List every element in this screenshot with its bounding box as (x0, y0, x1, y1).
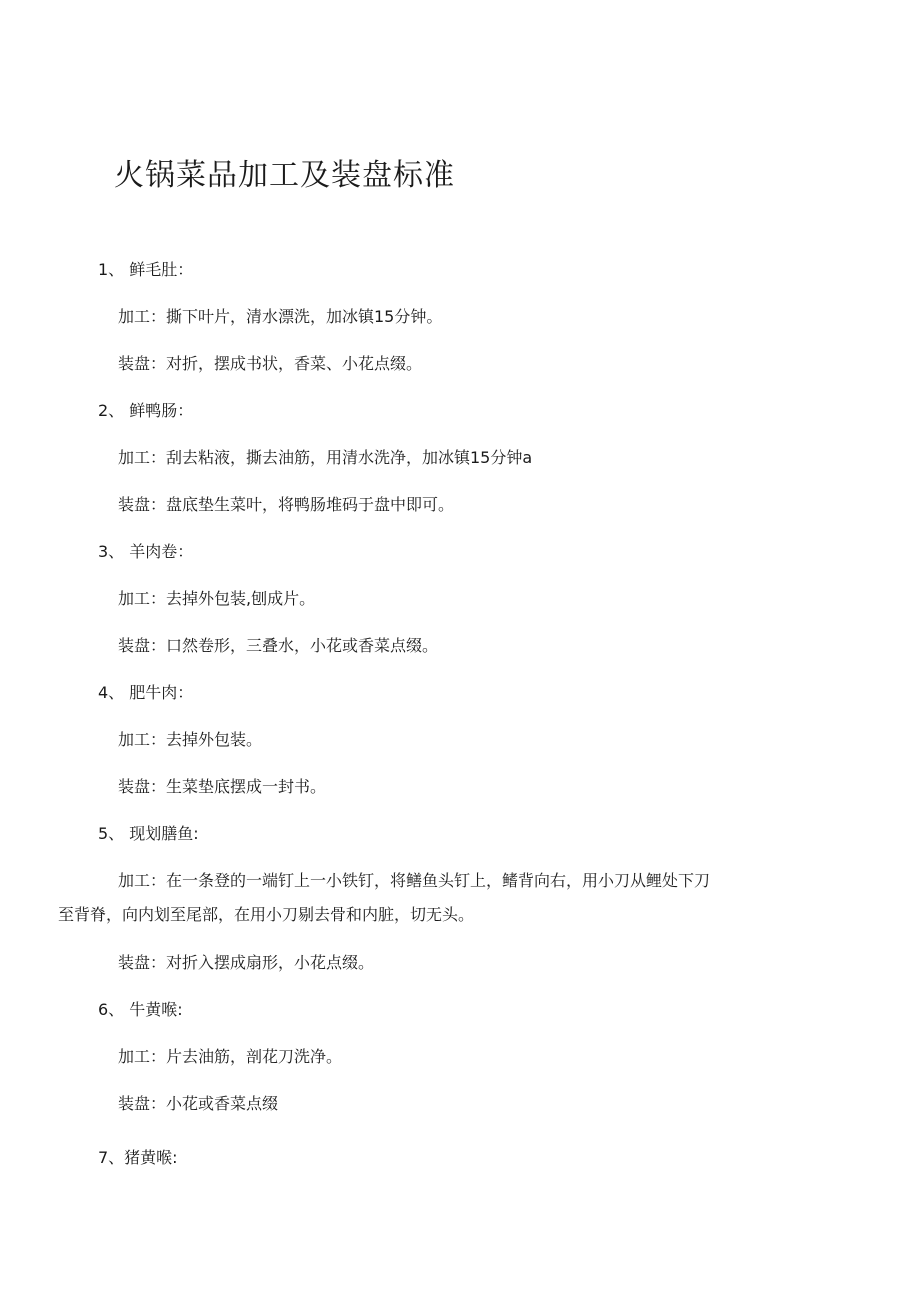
process-text: 加工：撕下叶片，清水漂洗，加冰镇15分钟。 (118, 307, 443, 326)
plating-text: 装盘：对折，摆成书状，香菜、小花点缀。 (118, 354, 423, 373)
process-text: 加工：去掉外包装,刨成片。 (118, 589, 316, 608)
item-heading: 2、 鲜鸭肠： (98, 401, 194, 420)
process-text: 加工：在一条登的一端钉上一小铁钉，将鳝鱼头钉上，鳍背向右，用小刀从鲤处下刀 (118, 871, 711, 890)
process-text: 加工：片去油筋，剖花刀洗净。 (118, 1047, 343, 1066)
document-title: 火锅菜品加工及装盘标准 (114, 158, 455, 193)
plating-text: 装盘：对折入摆成扇形，小花点缀。 (118, 953, 375, 972)
item-heading: 7、猪黄喉: (98, 1148, 178, 1167)
plating-text: 装盘：生菜垫底摆成一封书。 (118, 777, 327, 796)
process-text: 加工：刮去粘液，撕去油筋，用清水洗净，加冰镇15分钟a (118, 448, 533, 467)
plating-text: 装盘：盘底垫生菜叶，将鸭肠堆码于盘中即可。 (118, 495, 455, 514)
item-heading: 3、 羊肉卷： (98, 542, 194, 561)
item-heading: 1、 鲜毛肚： (98, 260, 194, 279)
process-text: 加工：去掉外包装。 (118, 730, 263, 749)
item-heading: 4、 肥牛肉： (98, 683, 194, 702)
process-text-continued: 至背脊，向内划至尾部，在用小刀剔去骨和内脏，切无头。 (58, 905, 475, 924)
plating-text: 装盘：口然卷形，三叠水，小花或香菜点缀。 (118, 636, 439, 655)
plating-text: 装盘：小花或香菜点缀 (118, 1094, 279, 1113)
item-heading: 6、 牛黄喉: (98, 1000, 183, 1019)
item-heading: 5、 现划膳鱼: (98, 824, 199, 843)
